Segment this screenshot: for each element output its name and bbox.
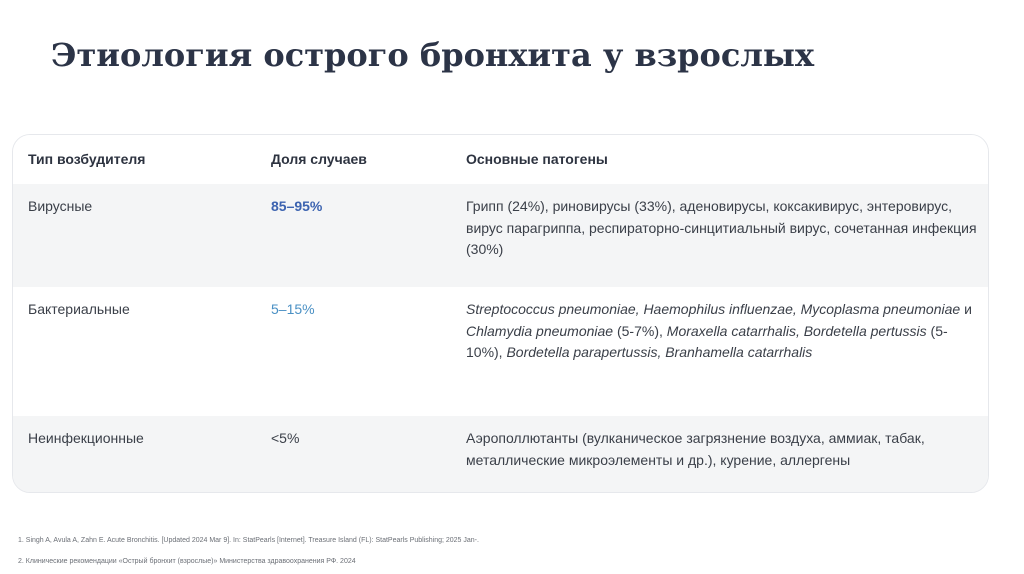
reference-2: 2. Клинические рекомендации «Острый бронхит (взрослые)» Министерства здравоохранения РФ. 2024 (18, 558, 356, 565)
row-share: 5–15% (271, 301, 315, 317)
row-pathogens: Аэрополлютанты (вулканическое загрязнение воздуха, аммиак, табак, металлические микроэлементы и др.), курение, аллергены (466, 430, 925, 468)
row-share: <5% (271, 430, 300, 446)
pathogen-species: Chlamydia pneumoniae (466, 322, 614, 339)
header-pathogen-type: Тип возбудителя (28, 151, 146, 167)
row-pathogens: Грипп (24%), риновирусы (33%), аденовирусы, коксакивирус, энтеровирус, вирус парагриппа, респираторно-синцитиальный вирус, сочетанная инфекция (30%) (466, 198, 977, 257)
header-case-share: Доля случаев (271, 151, 367, 167)
pathogen-species: Bordetella parapertussis, Branhamella catarrhalis (506, 344, 813, 360)
table-row (13, 416, 988, 492)
page-title: Этиология острого бронхита у взрослых (51, 36, 815, 74)
row-pathogens (466, 299, 981, 364)
table-row (13, 184, 988, 287)
row-type: Неинфекционные (28, 430, 144, 446)
reference-1: 1. Singh A, Avula A, Zahn E. Acute Bronchitis. [Updated 2024 Mar 9]. In: StatPearls [Internet]. Treasure Island (FL): StatPearls Publishing; 2025 Jan-. (18, 537, 479, 544)
etiology-table (12, 134, 989, 493)
table-row (13, 287, 988, 416)
pathogen-text: (5-10%), (466, 322, 948, 360)
pathogen-species: Streptococcus pneumoniae, Haemophilus influenzae, Mycoplasma pneumoniae (466, 301, 961, 317)
pathogen-species: Moraxella catarrhalis, Bordetella pertussis (666, 322, 927, 339)
row-type: Бактериальные (28, 301, 130, 317)
header-main-pathogens: Основные патогены (466, 151, 608, 167)
row-type: Вирусные (28, 198, 93, 214)
row-share: 85–95% (271, 198, 323, 214)
table-header-row (13, 135, 988, 184)
pathogen-text: (5-7%), (613, 322, 667, 339)
pathogen-text: и (960, 301, 972, 317)
